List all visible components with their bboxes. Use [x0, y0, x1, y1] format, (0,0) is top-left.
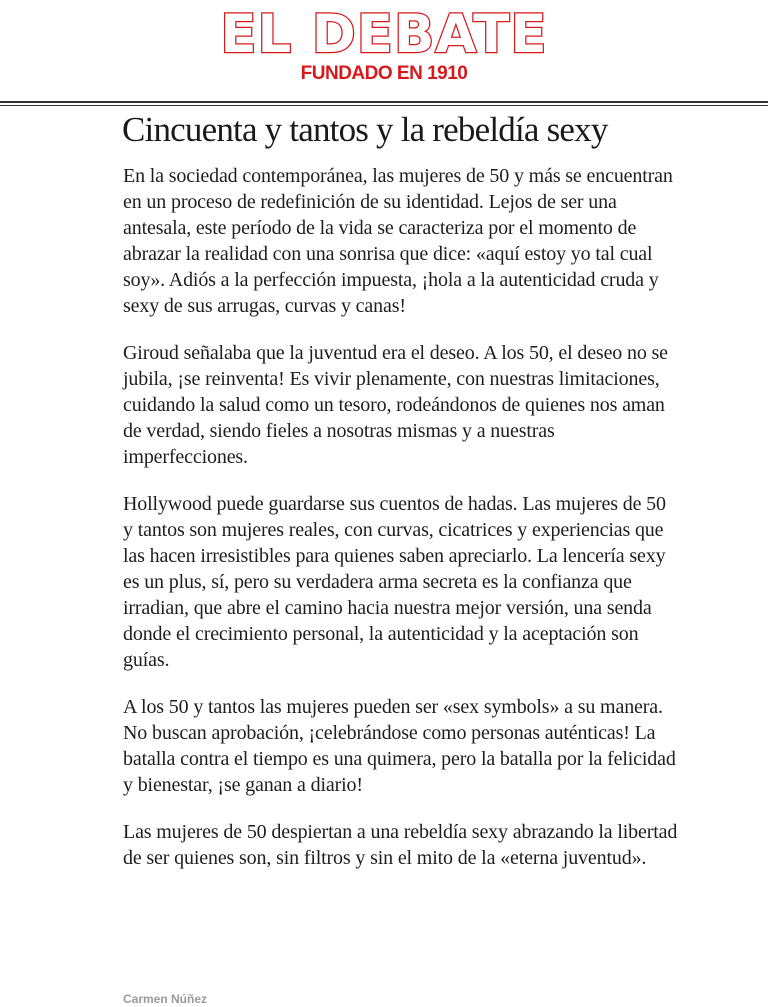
author-byline[interactable]: Carmen Núñez [123, 992, 208, 1006]
masthead-divider-top [0, 101, 768, 103]
masthead-divider-bottom [0, 105, 768, 106]
article-body [123, 163, 678, 892]
el-debate-logo[interactable]: EL DEBATE [220, 4, 548, 65]
masthead-tagline: FUNDADO EN 1910 [300, 63, 468, 84]
masthead [0, 0, 768, 104]
article-paragraph-4: A los 50 y tantos las mujeres pueden ser «sex symbols» a su manera. No buscan aprobación, ¡celebrándose como personas auténticas! La batalla contra el tiempo es una quimera, pero la batalla por la felicidad y bienestar, ¡se ganan a diario! [123, 696, 676, 796]
article-paragraph-5: Las mujeres de 50 despiertan a una rebeldía sexy abrazando la libertad de ser quienes son, sin filtros y sin el mito de la «eterna juventud». [123, 821, 678, 869]
article-headline: Cincuenta y tantos y la rebeldía sexy [122, 110, 608, 149]
article-paragraph-2: Giroud señalaba que la juventud era el deseo. A los 50, el deseo no se jubila, ¡se reinventa! Es vivir plenamente, con nuestras limitaciones, cuidando la salud como un tesoro, rodeándonos de quienes nos aman de verdad, siendo fieles a nosotras mismas y a nuestras imperfecciones. [123, 342, 668, 468]
article-paragraph-3: Hollywood puede guardarse sus cuentos de hadas. Las mujeres de 50 y tantos son mujeres reales, con curvas, cicatrices y experiencias que las hacen irresistibles para quienes saben apreciarlo. La lencería sexy es un plus, sí, pero su verdadera arma secreta es la confianza que irradian, que abre el camino hacia nuestra mejor versión, una senda donde el crecimiento personal, la autenticidad y la aceptación son guías. [123, 493, 666, 671]
article-paragraph-1: En la sociedad contemporánea, las mujeres de 50 y más se encuentran en un proceso de redefinición de su identidad. Lejos de ser una antesala, este período de la vida se caracteriza por el momento de abrazar la realidad con una sonrisa que dice: «aquí estoy yo tal cual soy». Adiós a la perfección impuesta, ¡hola a la autenticidad cruda y sexy de sus arrugas, curvas y canas! [123, 165, 673, 317]
